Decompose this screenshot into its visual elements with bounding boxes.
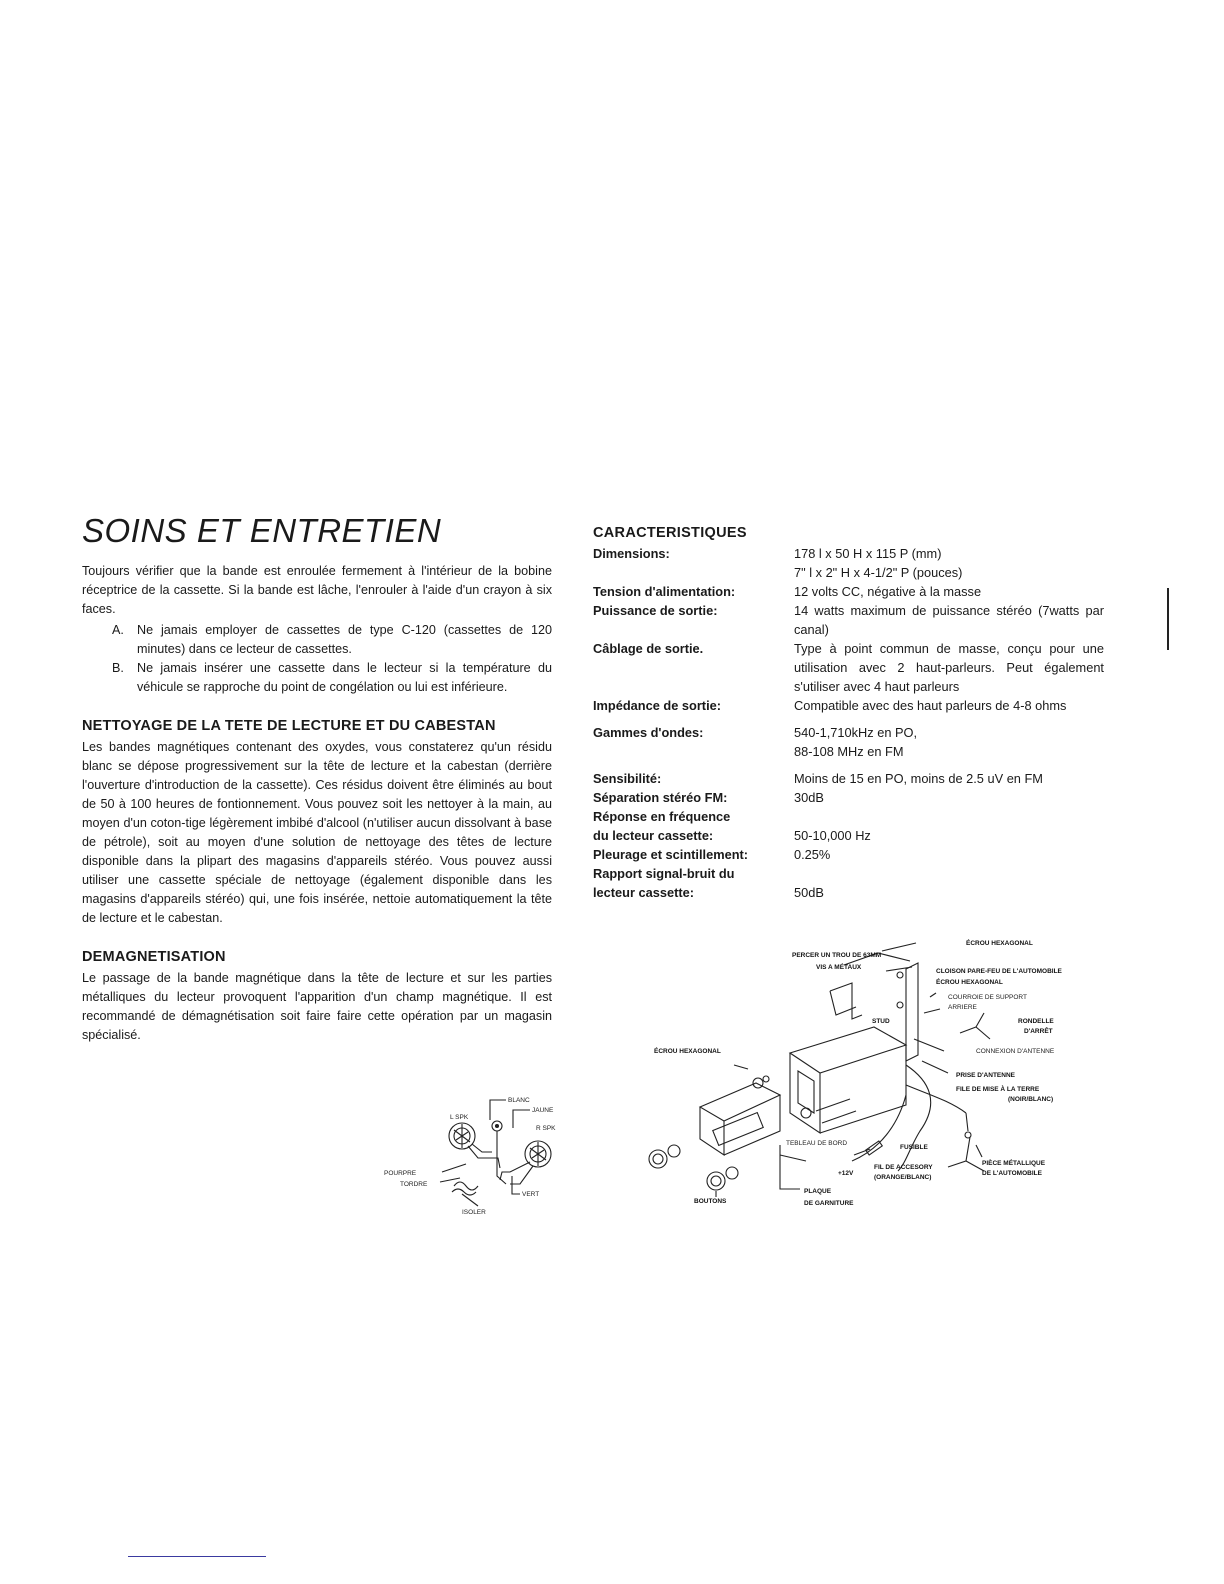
label-percer: PERCER UN TROU DE 63MM: [792, 952, 882, 959]
label-rondelle: RONDELLE: [1018, 1018, 1054, 1025]
label-connexion: CONNEXION D'ANTENNE: [976, 1048, 1055, 1055]
spec-label: [593, 563, 794, 582]
spec-value: 50dB: [794, 885, 824, 900]
label-ecrou-hexagonal-left: ÉCROU HEXAGONAL: [654, 1048, 721, 1055]
table-row: [593, 864, 1104, 883]
knob-icon: [649, 1150, 667, 1168]
spec-value: 88-108 MHz en FM: [794, 744, 904, 759]
spec-value: 540-1,710kHz en PO,: [794, 725, 918, 740]
label-ecrou-hexagonal-top: ÉCROU HEXAGONAL: [966, 940, 1033, 947]
table-row: [593, 639, 1104, 696]
list-marker: A.: [112, 623, 124, 637]
label-tableau-de-bord: TEBLEAU DE BORD: [786, 1140, 848, 1147]
spec-label: Câblage de sortie.: [593, 641, 704, 656]
spec-label: [593, 742, 794, 761]
label-arriere: ARRIERE: [948, 1004, 977, 1011]
precautions-list: [82, 621, 552, 697]
table-row: [593, 544, 1104, 563]
table-row: [593, 601, 1104, 639]
spec-label: Dimensions:: [593, 546, 670, 561]
label-fil-accessory: FIL DE ACCESORY: [874, 1164, 933, 1171]
speaker-wiring-diagram: [370, 1088, 580, 1218]
spec-value: 50-10,000 Hz: [794, 828, 871, 843]
table-row: [593, 761, 1104, 788]
label-ecrou-hexagonal-mid: ÉCROU HEXAGONAL: [936, 979, 1003, 986]
label-isoler: ISOLER: [462, 1209, 486, 1216]
spec-value: 7" l x 2" H x 4-1/2" P (pouces): [794, 565, 963, 580]
footnote-rule: [128, 1556, 266, 1557]
spec-value: 12 volts CC, négative à la masse: [794, 584, 982, 599]
list-item-text: Ne jamais insérer une cassette dans le lecteur si la température du véhicule se rapproche du point de congélation ou lui est inférieure.: [137, 661, 552, 694]
label-r-spk: R SPK: [536, 1125, 556, 1132]
spec-value: Type à point commun de masse, conçu pour une utilisation avec 2 haut-parleurs. Peut également s'utiliser avec 4 haut parleurs: [794, 641, 1104, 694]
spec-label: du lecteur cassette:: [593, 828, 714, 843]
table-row: [593, 826, 1104, 845]
spec-label: Séparation stéréo FM:: [593, 790, 728, 805]
label-orange-blanc: (ORANGE/BLANC): [874, 1174, 932, 1181]
label-fil-masse: FILE DE MISE À LA TERRE: [956, 1086, 1040, 1093]
care-section: [82, 510, 552, 1045]
table-row: [593, 807, 1104, 826]
specifications-section: [593, 524, 1113, 902]
label-pourpre: POURPRE: [384, 1170, 417, 1177]
radio-chassis: [790, 1027, 906, 1073]
spec-value: [794, 864, 1104, 883]
label-vis-metaux: VIS A MÉTAUX: [816, 964, 862, 971]
table-row: [593, 883, 1104, 902]
label-tordre: TORDRE: [400, 1181, 428, 1188]
cleaning-heading: NETTOYAGE DE LA TETE DE LECTURE ET DU CABESTAN: [82, 718, 496, 734]
label-courroie: COURROIE DE SUPPORT: [948, 994, 1027, 1001]
margin-mark: [1167, 588, 1169, 650]
demagnetisation-heading: DEMAGNETISATION: [82, 949, 226, 965]
table-row: [593, 582, 1104, 601]
cleaning-paragraph: Les bandes magnétiques contenant des oxydes, vous constaterez qu'un résidu blanc se dépose progressivement sur la tête de lecture et la cabestan (derrière l'ouverture d'introduction de la cassette). Ces résidus doivent être éliminés au bout de 50 à 100 heures de fontionnement. Vous pouvez soit les nettoyer à la main, au moyen d'un coton-tige légèrement imbibé d'alcool (n'utiliser aucun dissolvant à base de pétrole), soit au moyen d'une solution de nettoyage des têtes de lecture disponible dans la plipart des magasins d'appareils stéréo. Vous pouvez aussi utiliser une cassette spéciale de nettoyage (également disponible dans les magasins d'appareils stéréo) qui, une fois insérée, nettoie automatiquement la tête de lecture et le cabestan.: [82, 740, 552, 925]
label-darret: D'ARRÊT: [1024, 1028, 1053, 1035]
label-fusible: FUSIBLE: [900, 1144, 928, 1151]
label-plus-12v: +12V: [838, 1170, 854, 1177]
spec-value: 0.25%: [794, 847, 831, 862]
spec-label: Sensibilité:: [593, 771, 662, 786]
label-blanc: BLANC: [508, 1097, 530, 1104]
list-item: [82, 659, 552, 697]
spec-label: Impédance de sortie:: [593, 698, 722, 713]
table-row: [593, 742, 1104, 761]
label-stud: STUD: [872, 1018, 890, 1025]
list-item: [82, 621, 552, 659]
label-jaune: JAUNE: [532, 1107, 554, 1114]
specifications-heading: CARACTERISTIQUES: [593, 525, 747, 541]
spec-label: Rapport signal-bruit du: [593, 866, 735, 881]
firewall-panel: [906, 963, 918, 1061]
table-row: [593, 563, 1104, 582]
list-item-text: Ne jamais employer de cassettes de type C-120 (cassettes de 120 minutes) dans ce lecteur de cassettes.: [137, 623, 552, 656]
label-plaque: PLAQUE: [804, 1188, 832, 1195]
spec-label: Gammes d'ondes:: [593, 725, 704, 740]
list-marker: B.: [112, 661, 124, 675]
page-title: SOINS ET ENTRETIEN: [82, 512, 442, 549]
label-vert: VERT: [522, 1191, 540, 1198]
spec-label: Tension d'alimentation:: [593, 584, 736, 599]
table-row: [593, 845, 1104, 864]
table-row: [593, 696, 1104, 715]
label-prise-antenne: PRISE D'ANTENNE: [956, 1072, 1015, 1079]
spec-value: 30dB: [794, 790, 824, 805]
table-row: [593, 788, 1104, 807]
installation-diagram: [630, 935, 1110, 1215]
spec-value: Compatible avec des haut parleurs de 4-8 ohms: [794, 698, 1067, 713]
label-de-garniture: DE GARNITURE: [804, 1200, 854, 1207]
specifications-table: [593, 544, 1104, 902]
spec-value: 178 l x 50 H x 115 P (mm): [794, 546, 942, 561]
spec-value: [794, 807, 1104, 826]
spec-label: Pleurage et scintillement:: [593, 847, 749, 862]
label-l-spk: L SPK: [450, 1114, 469, 1121]
spec-value: Moins de 15 en PO, moins de 2.5 uV en FM: [794, 771, 1043, 786]
label-piece-metallique: PIÈCE MÉTALLIQUE: [982, 1160, 1046, 1167]
knob-icon: [707, 1172, 725, 1190]
label-boutons: BOUTONS: [694, 1198, 727, 1205]
label-de-l-automobile: DE L'AUTOMOBILE: [982, 1170, 1042, 1177]
table-row: [593, 715, 1104, 742]
spec-value: 14 watts maximum de puissance stéréo (7watts par canal): [794, 603, 1104, 637]
intro-paragraph: Toujours vérifier que la bande est enroulée fermement à l'intérieur de la bobine réceptrice de la cassette. Si la bande est lâche, l'enrouler à l'aide d'un crayon à six faces.: [82, 564, 552, 616]
demagnetisation-paragraph: Le passage de la bande magnétique dans la tête de lecture et sur les parties métalliques du lecteur provoquent l'apparition d'un champ magnétique. Il est recommandé de démagnétisation soit faire faire cette opération par un magasin spécialisé.: [82, 971, 552, 1042]
spec-label: lecteur cassette:: [593, 885, 695, 900]
label-cloison: CLOISON PARE-FEU DE L'AUTOMOBILE: [936, 968, 1062, 975]
spec-label: Réponse en fréquence: [593, 809, 731, 824]
label-noir-blanc: (NOIR/BLANC): [1008, 1096, 1054, 1103]
spec-label: Puissance de sortie:: [593, 603, 718, 618]
